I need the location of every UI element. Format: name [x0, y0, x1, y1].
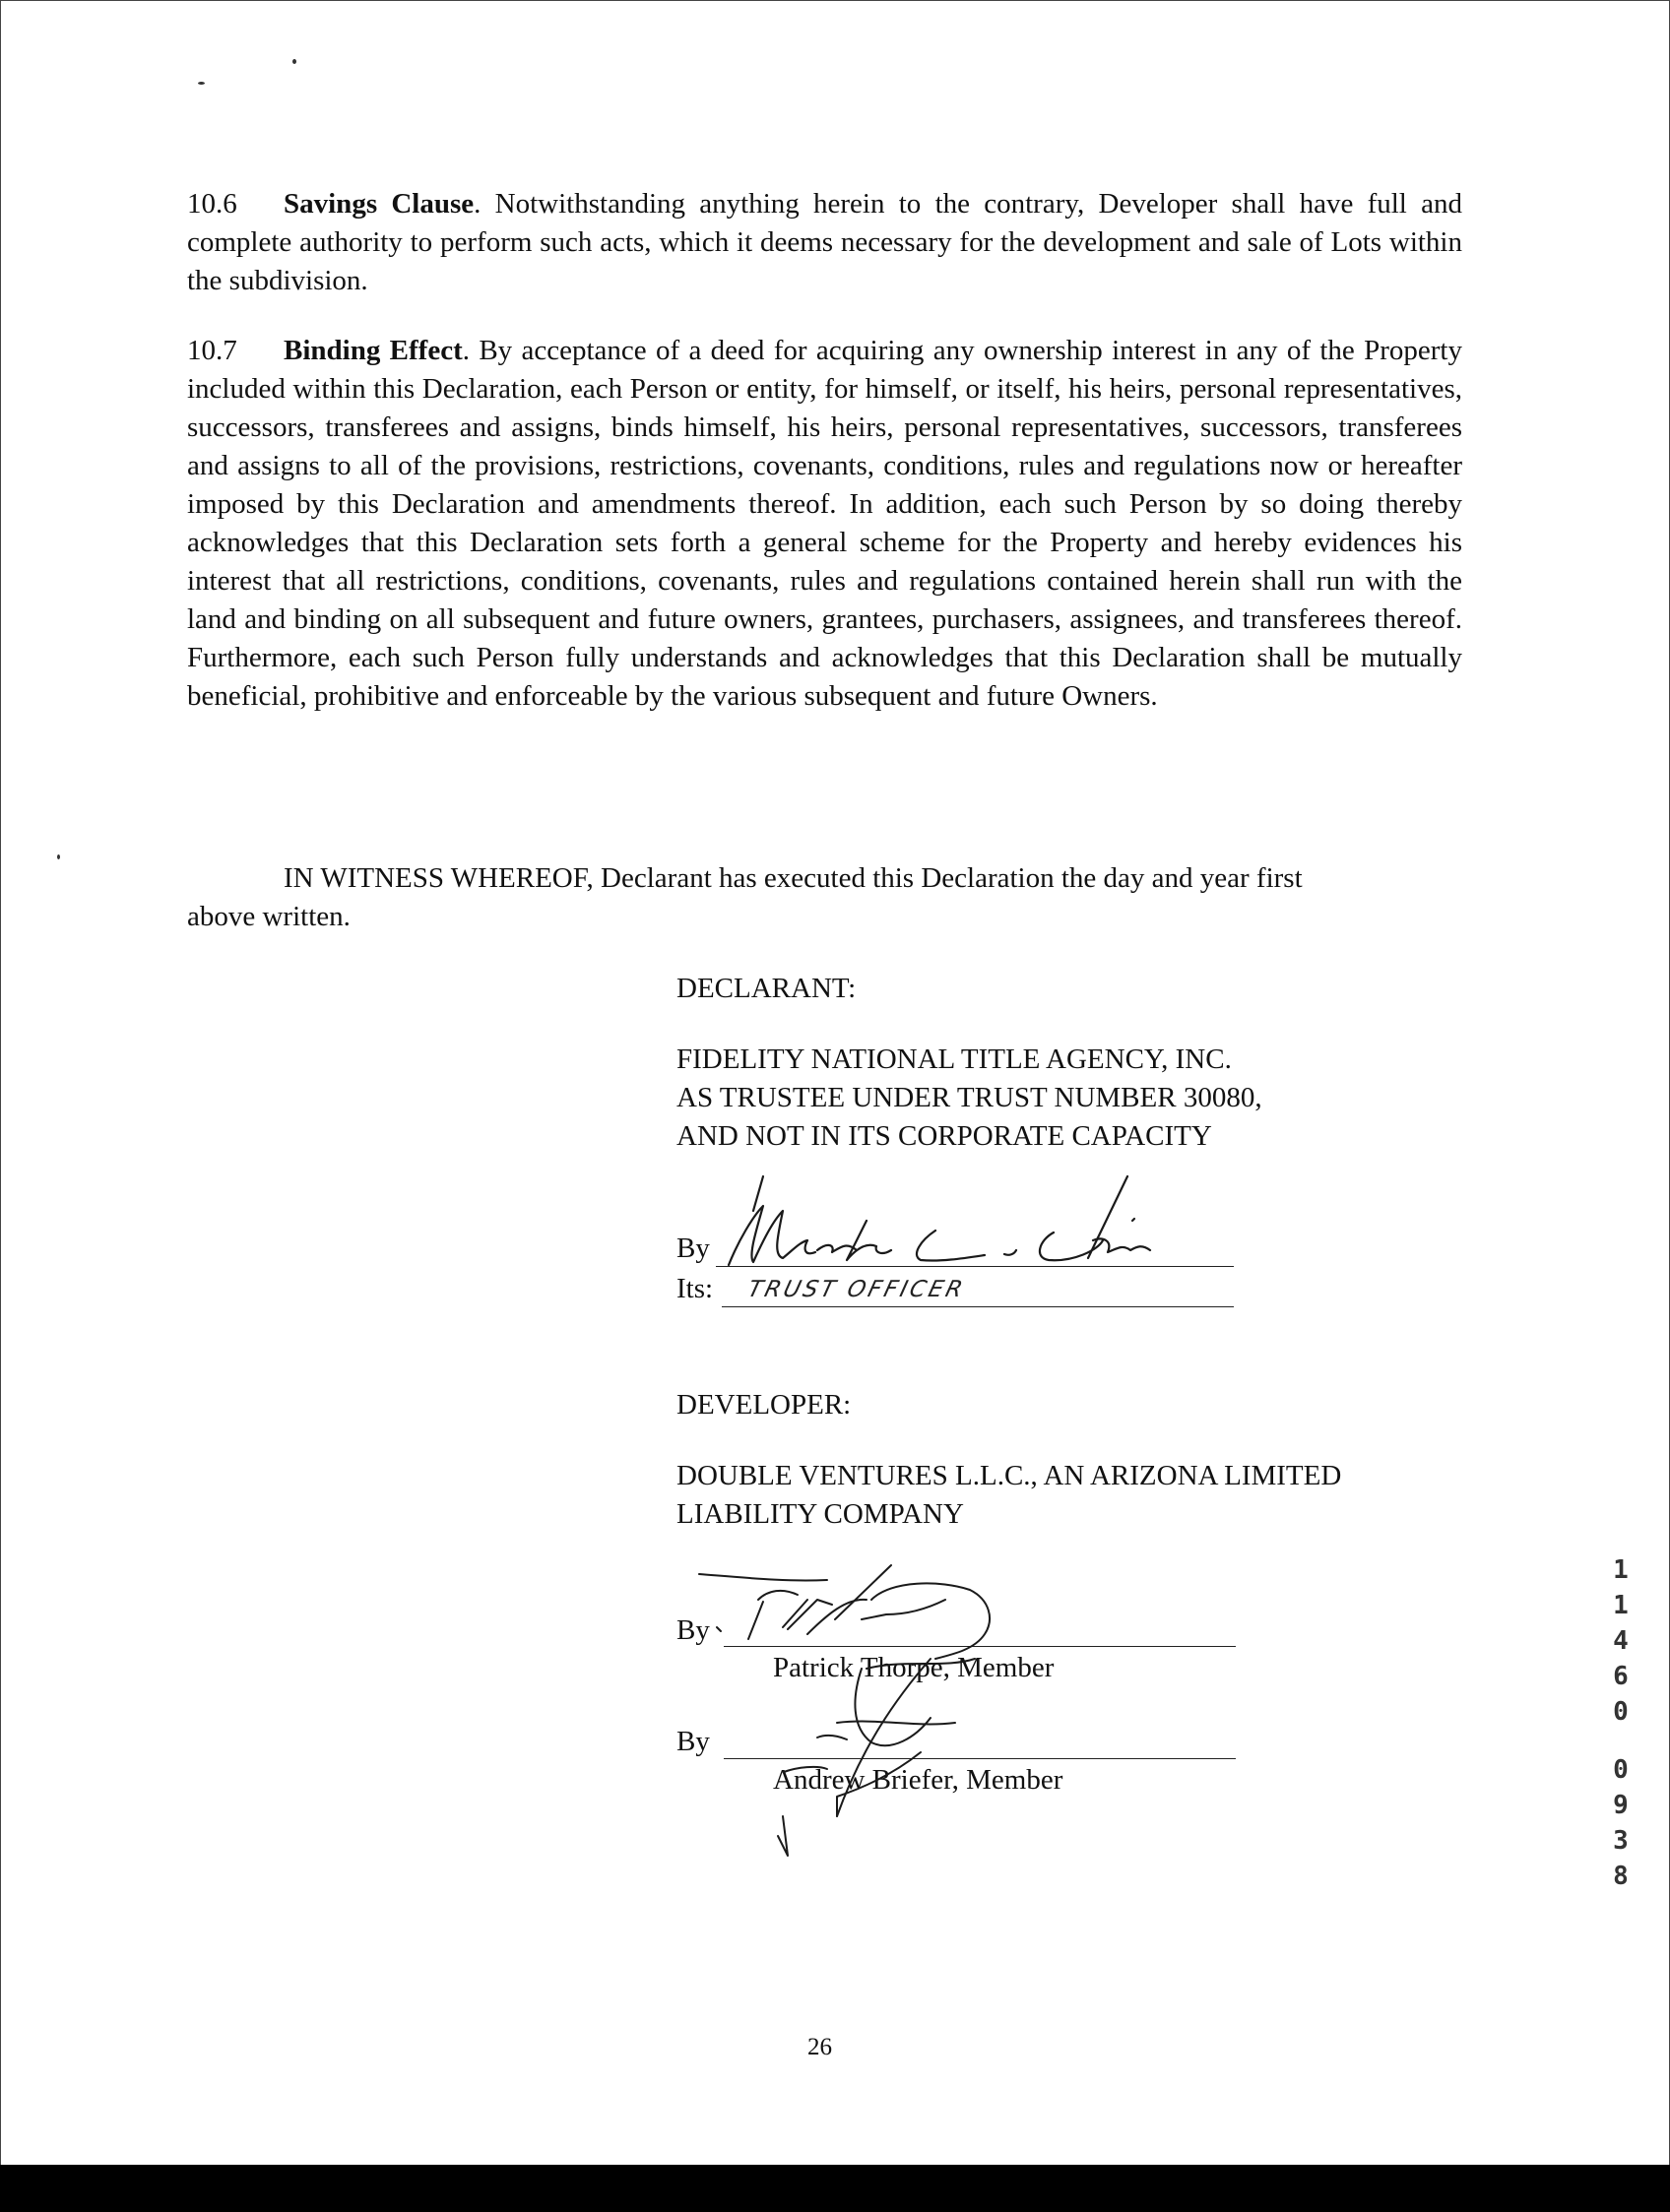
section-body: . By acceptance of a deed for acquiring any ownership interest in any of the Property included within this Declaration, each Person or entity, for himself, or itself, his heirs, personal representatives, successors, transferees and assigns, binds himself, his heirs, personal representatives, successors, transferees and assigns to all of the provisions, restrictions, covenants, conditions, rules and regulations now or hereafter imposed by this Declaration and amendments thereof. In addition, each such Person by so doing thereby acknowledges that this Declaration sets forth a general scheme for the Property and hereby evidences his interest that all restrictions, conditions, covenants, rules and regulations contained herein shall run with the land and binding on all subsequent and future owners, grantees, purchasers, assignees, and transferees thereof. Furthermore, each such Person fully understands and acknowledges that this Declaration shall be mutually beneficial, prohibitive and enforceable by the various subsequent and future Owners.	[187, 335, 1462, 712]
scan-speck	[292, 59, 296, 64]
margin-digit: 4	[1613, 1626, 1629, 1656]
witness-clause	[187, 859, 1462, 898]
margin-digit: 1	[1613, 1591, 1629, 1620]
scan-bottom-edge	[0, 2165, 1670, 2212]
section-10-7	[187, 332, 1462, 716]
declarant-name-line-1: FIDELITY NATIONAL TITLE AGENCY, INC.	[676, 1043, 1232, 1075]
declarant-name-line-3: AND NOT IN ITS CORPORATE CAPACITY	[676, 1120, 1212, 1152]
margin-digit: 0	[1613, 1755, 1629, 1785]
witness-line-2: above written.	[187, 901, 351, 932]
margin-digit: 1	[1613, 1555, 1629, 1585]
margin-digit: 3	[1613, 1826, 1629, 1856]
section-heading: Binding Effect	[284, 335, 463, 366]
margin-digit: 6	[1613, 1662, 1629, 1691]
section-body: . Notwithstanding anything herein to the contrary, Developer shall have full and complete authority to perform such acts, which it deems necessary for the development and sale of Lots within the subdivision.	[187, 188, 1462, 296]
section-heading: Savings Clause	[284, 188, 475, 220]
margin-recording-number-upper	[1607, 1552, 1635, 1730]
declarant-its-label: Its:	[676, 1273, 714, 1304]
declarant-signature	[709, 1171, 1241, 1270]
margin-digit: 0	[1613, 1697, 1629, 1727]
section-number: 10.7	[187, 335, 237, 366]
declarant-name	[676, 1041, 1484, 1156]
developer-by-label-1: By	[676, 1614, 710, 1646]
developer-by-label-2: By	[676, 1726, 710, 1757]
developer-signer-caption-1: Patrick Thorpe, Member	[773, 1652, 1055, 1683]
declarant-its-line	[722, 1306, 1234, 1307]
page-number: 26	[807, 2034, 832, 2060]
developer-label: DEVELOPER:	[676, 1389, 852, 1421]
declarant-its-handwritten: TRUST OFFICER	[744, 1277, 968, 1302]
declarant-by-label: By	[676, 1232, 710, 1264]
declarant-name-line-2: AS TRUSTEE UNDER TRUST NUMBER 30080,	[676, 1082, 1262, 1113]
section-10-6	[187, 185, 1462, 300]
margin-digit: 8	[1613, 1862, 1629, 1891]
margin-recording-number-lower	[1607, 1752, 1635, 1894]
scan-speck	[198, 82, 205, 85]
developer-signature	[689, 1560, 1103, 1856]
developer-name-line-2: LIABILITY COMPANY	[676, 1498, 964, 1530]
margin-digit: 9	[1613, 1791, 1629, 1820]
developer-name-line-1: DOUBLE VENTURES L.L.C., AN ARIZONA LIMITED	[676, 1460, 1342, 1491]
scan-speck	[57, 854, 60, 859]
developer-name	[676, 1457, 1484, 1534]
section-number: 10.6	[187, 188, 237, 220]
declarant-label: DECLARANT:	[676, 973, 857, 1004]
developer-signer-caption-2: Andrew Briefer, Member	[773, 1764, 1063, 1796]
witness-line-1: IN WITNESS WHEREOF, Declarant has executed this Declaration the day and year first	[284, 862, 1303, 894]
